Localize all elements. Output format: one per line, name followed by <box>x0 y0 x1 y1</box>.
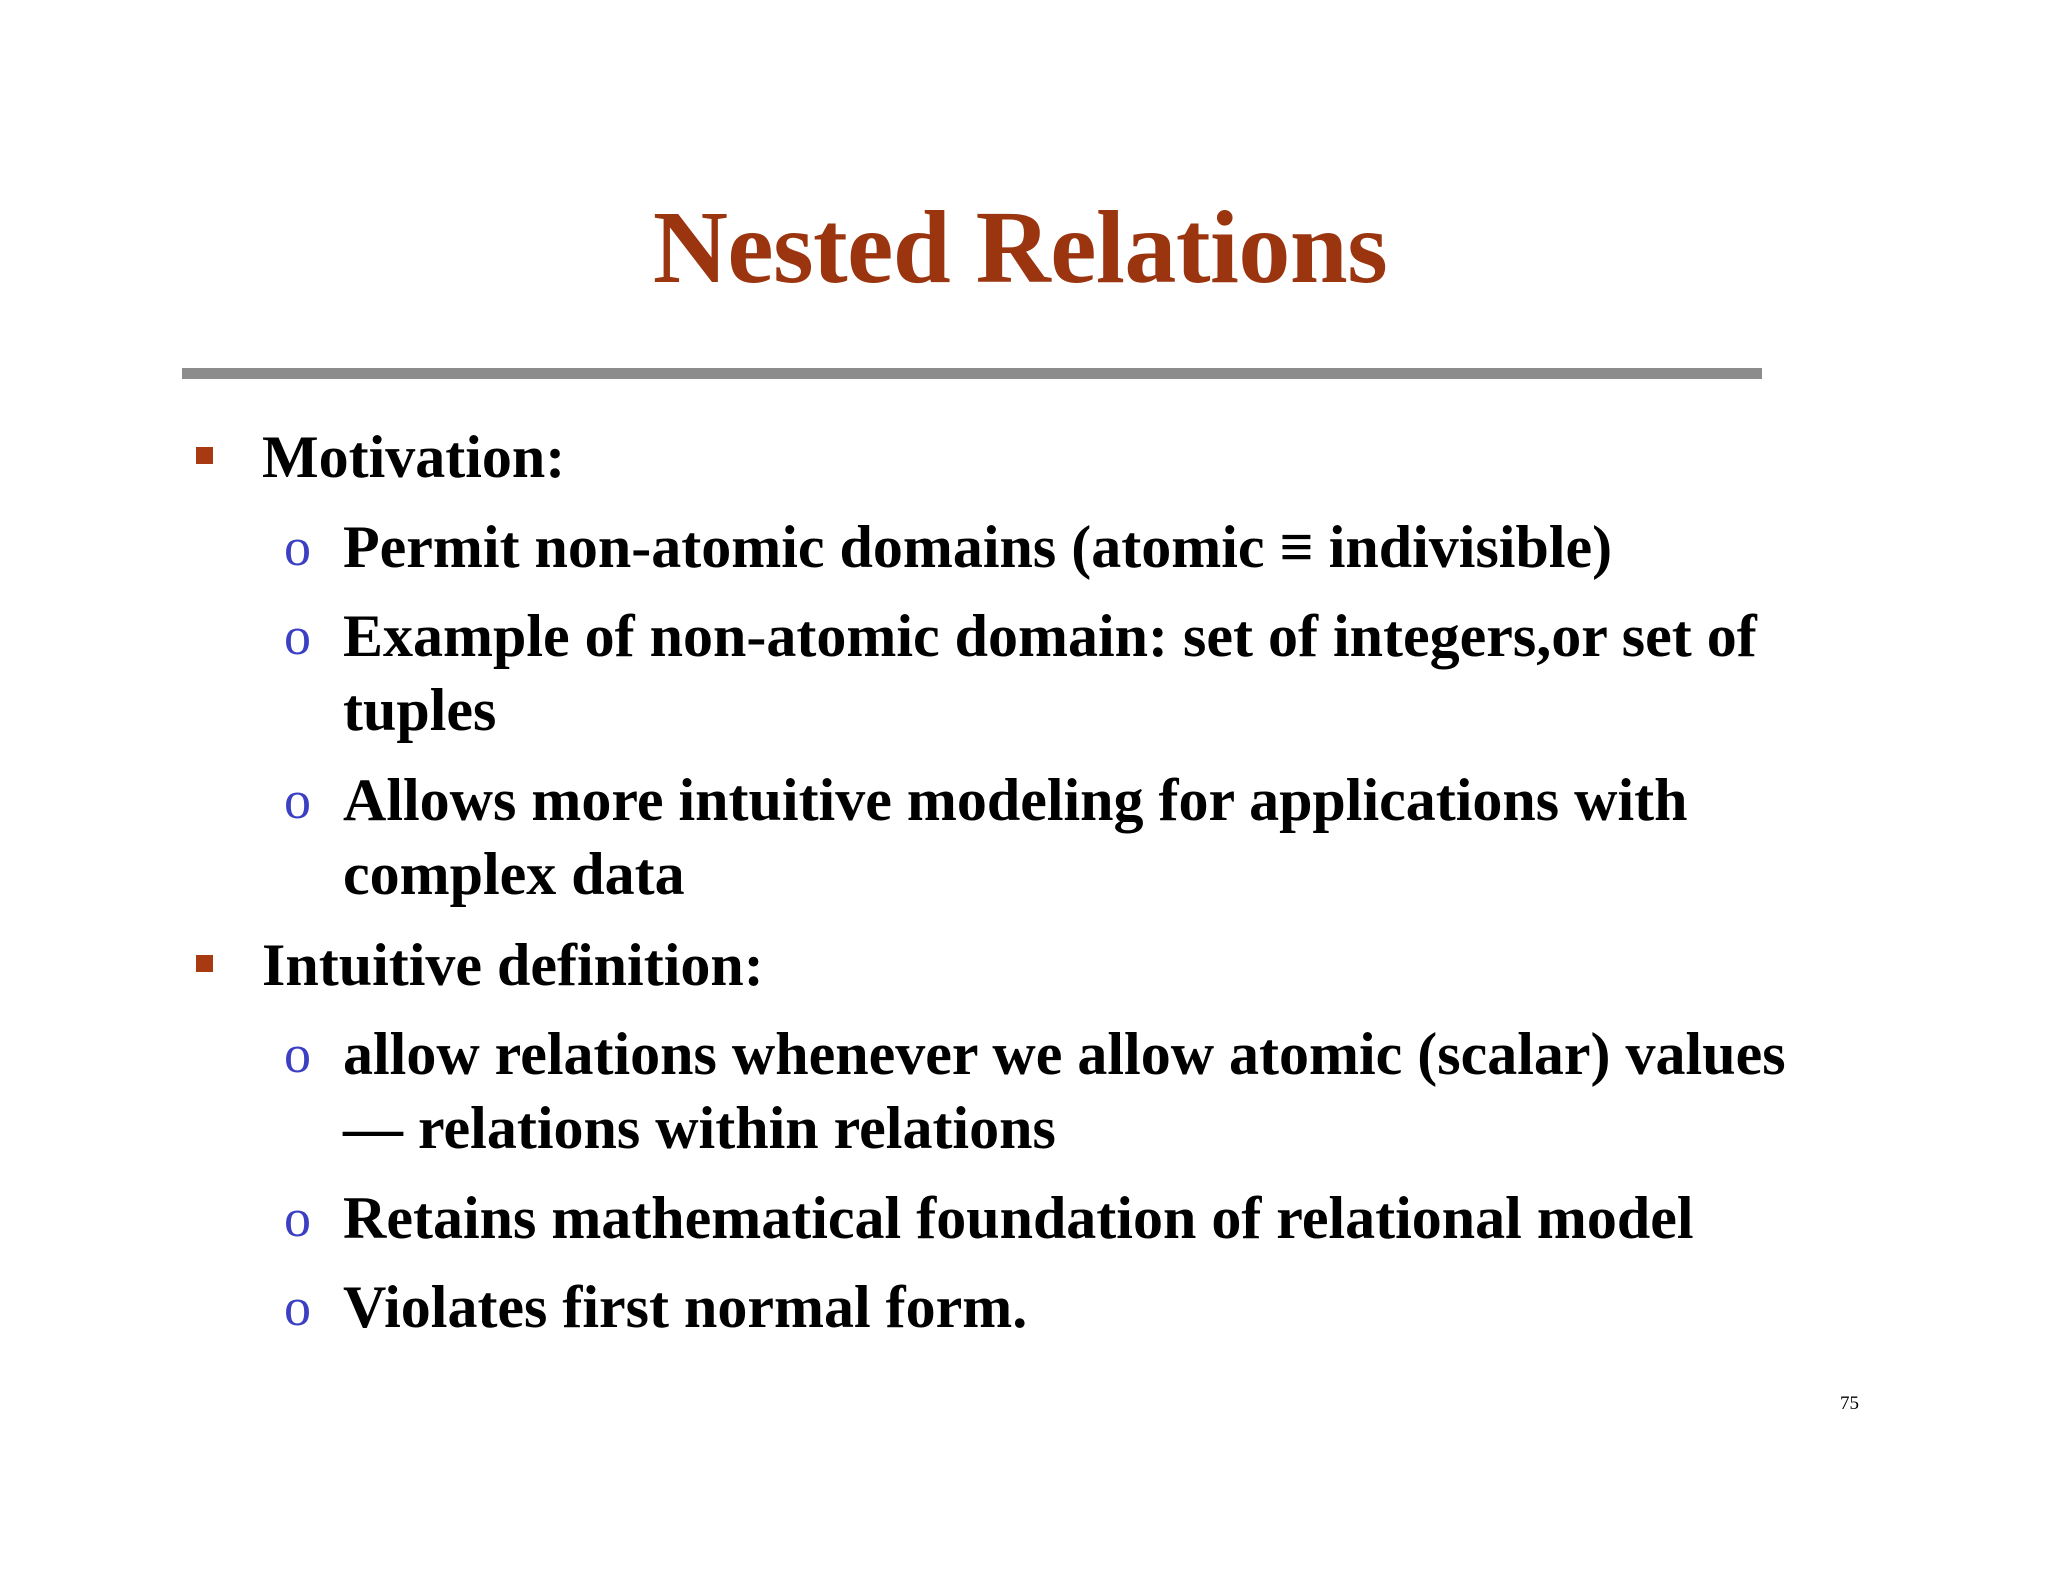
circle-bullet-icon: o <box>284 770 311 830</box>
circle-bullet-icon: o <box>284 606 311 666</box>
slide-title: Nested Relations <box>652 190 1388 305</box>
list-item: Permit non-atomic domains (atomic ≡ indivisible) <box>343 514 1613 580</box>
section-heading-motivation: Motivation: <box>262 424 566 490</box>
section-heading-intuitive-definition: Intuitive definition: <box>262 932 764 998</box>
page-number: 75 <box>1840 1393 1859 1414</box>
circle-bullet-icon: o <box>284 1024 311 1084</box>
list-item: Example of non-atomic domain: set of integers,or set of tuples <box>343 603 1757 743</box>
circle-bullet-icon: o <box>284 1277 311 1337</box>
list-item: allow relations whenever we allow atomic (scalar) values — relations within relations <box>343 1021 1786 1161</box>
square-bullet-icon <box>196 447 213 464</box>
square-bullet-icon <box>196 955 213 972</box>
circle-bullet-icon: o <box>284 1188 311 1248</box>
circle-bullet-icon: o <box>284 517 311 577</box>
list-item: Retains mathematical foundation of relational model <box>343 1185 1694 1251</box>
list-item: Allows more intuitive modeling for applications with complex data <box>343 767 1688 907</box>
list-item: Violates first normal form. <box>343 1274 1028 1340</box>
